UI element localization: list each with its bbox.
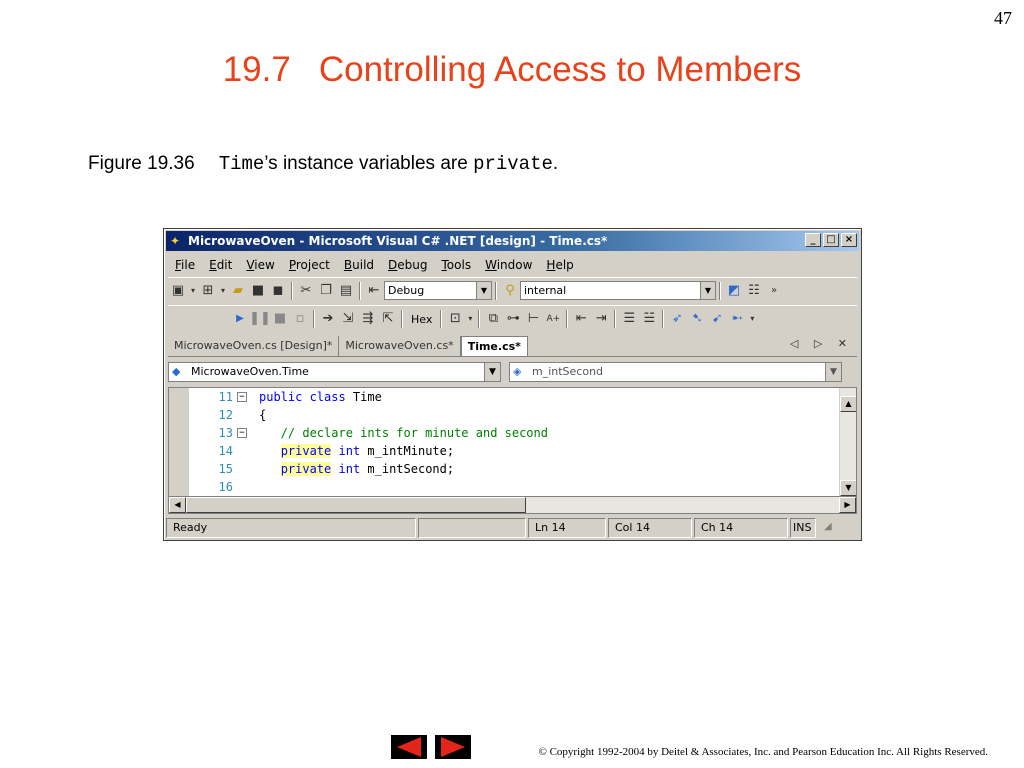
scroll-right-icon[interactable]: ▶ (839, 497, 856, 513)
chevron-down-icon[interactable]: ▼ (484, 363, 500, 381)
ide-window (163, 228, 862, 541)
chevron-down-icon[interactable]: ▼ (825, 363, 841, 381)
status-column: Col 14 (608, 518, 692, 538)
vs-app-icon: ✦ (170, 234, 181, 248)
decrease-indent-icon[interactable]: ⇤ (575, 311, 587, 326)
code-text (259, 388, 382, 406)
tab-scroll-close-controls[interactable]: ◁ ▷ ✕ (789, 337, 853, 350)
code-token (259, 462, 281, 476)
menu-accelerator: P (288, 258, 296, 272)
code-token: private (280, 462, 332, 476)
document-tab[interactable]: MicrowaveOven.cs* (339, 336, 460, 356)
menu-item-help[interactable] (539, 255, 580, 275)
code-token (331, 444, 338, 458)
toolbar-separator (662, 310, 664, 328)
code-token: m_intMinute; (360, 444, 455, 458)
code-line[interactable] (189, 460, 836, 478)
slide-navigation (391, 735, 471, 759)
slide-title (0, 50, 1024, 90)
toolbar-separator (291, 282, 293, 300)
previous-slide-button[interactable] (391, 735, 427, 759)
window-title: MicrowaveOven - Microsoft Visual C# .NET [design] - Time.cs* (188, 234, 608, 248)
code-text (259, 406, 266, 424)
navigation-bar (168, 360, 857, 384)
code-token: int (338, 462, 361, 476)
minimize-button[interactable]: _ (805, 233, 821, 247)
configuration-value: Debug (388, 284, 425, 297)
resize-grip-icon[interactable]: ◢ (824, 521, 832, 532)
solution-explorer-icon[interactable]: ◩ (727, 283, 741, 298)
menu-label-rest: ebug (397, 258, 428, 272)
status-bar (166, 518, 859, 538)
menu-accelerator: D (388, 258, 398, 272)
debug-toolbar (168, 305, 857, 331)
standard-toolbar (168, 277, 857, 303)
add-item-icon[interactable]: ⊞ (202, 283, 214, 298)
code-token: m_intSecond; (360, 462, 455, 476)
slide-title-text: Controlling Access to Members (318, 50, 802, 89)
bookmark-icon[interactable]: ➶ (671, 311, 683, 326)
code-token (259, 444, 281, 458)
uncomment-icon[interactable]: ☱ (643, 311, 656, 326)
line-number: 14 (218, 444, 233, 458)
window-titlebar[interactable] (166, 231, 859, 251)
code-token (331, 462, 338, 476)
document-tab[interactable]: Time.cs* (461, 336, 528, 356)
class-select[interactable] (168, 362, 501, 382)
status-insert-mode: INS (790, 518, 816, 538)
menu-label-rest: dit (216, 258, 233, 272)
class-view-icon[interactable]: ⊶ (506, 311, 520, 326)
caption-figure-label: Figure 19.36 (88, 153, 195, 174)
toolbar-separator (313, 310, 315, 328)
increase-indent-icon[interactable]: ⇥ (595, 311, 607, 326)
menu-item-project[interactable] (282, 255, 337, 275)
find-select[interactable] (520, 281, 716, 300)
previous-arrow-icon (397, 737, 421, 757)
menu-label-rest: uild (352, 258, 375, 272)
indicator-margin[interactable] (169, 388, 189, 496)
copy-icon[interactable]: ❐ (320, 283, 332, 298)
new-project-icon[interactable]: ▣ (171, 283, 185, 298)
toolbar-separator (359, 282, 361, 300)
dropdown-arrow-icon[interactable]: ▾ (750, 314, 755, 323)
menu-accelerator: E (209, 258, 217, 272)
toolbar-separator (719, 282, 721, 300)
line-number: 15 (218, 462, 233, 476)
code-text (259, 460, 454, 478)
document-tab[interactable]: MicrowaveOven.cs [Design]* (168, 336, 339, 356)
restart-icon[interactable]: ▫ (295, 311, 305, 326)
hex-button[interactable]: Hex (411, 312, 433, 326)
horizontal-scrollbar[interactable] (168, 497, 857, 514)
menu-accelerator: V (246, 258, 255, 272)
caption-code-private: private (473, 153, 553, 175)
menu-item-edit[interactable] (202, 255, 239, 275)
code-line[interactable] (189, 388, 836, 406)
word-completion-icon[interactable]: A+ (546, 313, 561, 324)
toolbar-overflow-icon[interactable]: » (770, 285, 778, 296)
stop-icon[interactable]: ■ (273, 311, 287, 326)
next-slide-button[interactable] (435, 735, 471, 759)
caption-end: . (552, 153, 559, 174)
solution-configuration-select[interactable] (384, 281, 492, 300)
class-icon: ◆ (172, 365, 181, 378)
toolbar-separator (566, 310, 568, 328)
code-line[interactable] (189, 406, 836, 424)
menu-accelerator: H (546, 258, 556, 272)
previous-bookmark-icon[interactable]: ➹ (711, 311, 723, 326)
step-into-icon[interactable]: ⇲ (342, 311, 354, 326)
status-char: Ch 14 (694, 518, 788, 538)
pause-icon[interactable]: ❚❚ (249, 311, 271, 326)
menu-accelerator: T (441, 258, 447, 272)
find-value: internal (524, 284, 567, 297)
class-value: MicrowaveOven.Time (191, 365, 309, 378)
breakpoints-icon[interactable]: ⊡ (449, 311, 461, 326)
menu-item-build[interactable] (337, 255, 381, 275)
copyright-notice: © Copyright 1992-2004 by Deitel & Associates, Inc. and Pearson Education Inc. All Rights Reserved. (538, 746, 988, 758)
menu-item-file[interactable] (168, 255, 202, 275)
menu-label-rest: indow (496, 258, 533, 272)
chevron-down-icon[interactable]: ▼ (476, 282, 491, 299)
menu-label-rest: ile (181, 258, 196, 272)
comment-icon[interactable]: ☰ (623, 311, 636, 326)
figure-caption (88, 153, 558, 175)
chevron-down-icon[interactable]: ▼ (700, 282, 715, 299)
line-number: 16 (218, 480, 233, 494)
menu-accelerator: W (485, 258, 497, 272)
dropdown-arrow-icon[interactable]: ▾ (220, 286, 225, 295)
navigate-icon[interactable]: ⇤ (368, 283, 380, 298)
save-icon[interactable]: ■ (251, 283, 265, 298)
code-token: Time (345, 390, 382, 404)
line-number: 13 (218, 426, 233, 440)
code-line[interactable] (189, 442, 836, 460)
clear-bookmarks-icon[interactable]: ➸ (731, 311, 743, 326)
document-tabs (168, 335, 857, 357)
line-number: 12 (218, 408, 233, 422)
slide-number: 47 (994, 8, 1012, 28)
code-token: int (338, 444, 361, 458)
continue-icon[interactable]: ▶ (236, 313, 244, 324)
code-text (259, 424, 548, 442)
menu-item-tools[interactable] (435, 255, 479, 275)
menu-accelerator: B (343, 258, 353, 272)
slide-title-number: 19.7 (222, 50, 291, 89)
step-over-icon[interactable]: ⇶ (362, 311, 374, 326)
scroll-up-icon[interactable]: ▲ (840, 396, 857, 412)
menu-label-rest: iew (254, 258, 275, 272)
menu-item-view[interactable] (239, 255, 281, 275)
code-editor[interactable] (168, 387, 857, 497)
maximize-button[interactable]: □ (823, 233, 839, 247)
code-token: private (280, 444, 332, 458)
show-next-statement-icon[interactable]: ➔ (322, 311, 334, 326)
open-folder-icon[interactable]: ▰ (233, 283, 243, 298)
caption-text: ’s instance variables are (264, 153, 474, 174)
dropdown-arrow-icon[interactable]: ▾ (190, 286, 195, 295)
toolbar-separator (614, 310, 616, 328)
properties-icon[interactable]: ☷ (748, 283, 760, 298)
cut-icon[interactable]: ✂ (300, 283, 312, 298)
scrollbar-thumb[interactable] (186, 497, 526, 513)
member-select[interactable] (509, 362, 842, 382)
member-list-icon[interactable]: ⊢ (527, 311, 540, 326)
object-browser-icon[interactable]: ⧉ (488, 311, 498, 326)
toolbar-separator (478, 310, 480, 328)
find-in-files-icon[interactable]: ⚲ (505, 283, 515, 298)
vertical-scrollbar[interactable] (839, 388, 856, 496)
paste-icon[interactable]: ▤ (339, 283, 353, 298)
code-line[interactable] (189, 424, 836, 442)
menu-item-window[interactable] (478, 255, 539, 275)
close-button[interactable]: × (841, 233, 857, 247)
toolbar-separator (495, 282, 497, 300)
dropdown-arrow-icon[interactable]: ▾ (468, 314, 473, 323)
code-lines (189, 388, 836, 496)
collapse-region-icon[interactable]: − (237, 392, 247, 402)
toolbar-separator (401, 310, 403, 328)
menu-label-rest: ools (446, 258, 472, 272)
menu-label-rest: elp (555, 258, 574, 272)
next-bookmark-icon[interactable]: ➷ (691, 311, 703, 326)
member-value: m_intSecond (532, 365, 604, 378)
menu-item-debug[interactable] (381, 255, 434, 275)
menu-bar (168, 255, 581, 275)
scroll-down-icon[interactable]: ▼ (840, 480, 857, 496)
toolbar-separator (440, 310, 442, 328)
code-token: // declare ints for minute and second (259, 426, 548, 440)
step-out-icon[interactable]: ⇱ (382, 311, 394, 326)
status-ready: Ready (166, 518, 416, 538)
collapse-region-icon[interactable]: − (237, 428, 247, 438)
scroll-left-icon[interactable]: ◀ (169, 497, 186, 513)
save-all-icon[interactable]: ◼ (272, 283, 284, 298)
code-text (259, 442, 454, 460)
code-token: { (259, 408, 267, 422)
next-arrow-icon (441, 737, 465, 757)
code-token: public class (259, 390, 346, 404)
menu-accelerator: F (175, 258, 182, 272)
status-empty (418, 518, 526, 538)
menu-label-rest: roject (295, 258, 330, 272)
line-number: 11 (218, 390, 233, 404)
private-field-icon: ◈ (513, 365, 522, 378)
status-line: Ln 14 (528, 518, 606, 538)
code-line[interactable] (189, 478, 836, 496)
caption-code-time: Time (218, 153, 265, 175)
